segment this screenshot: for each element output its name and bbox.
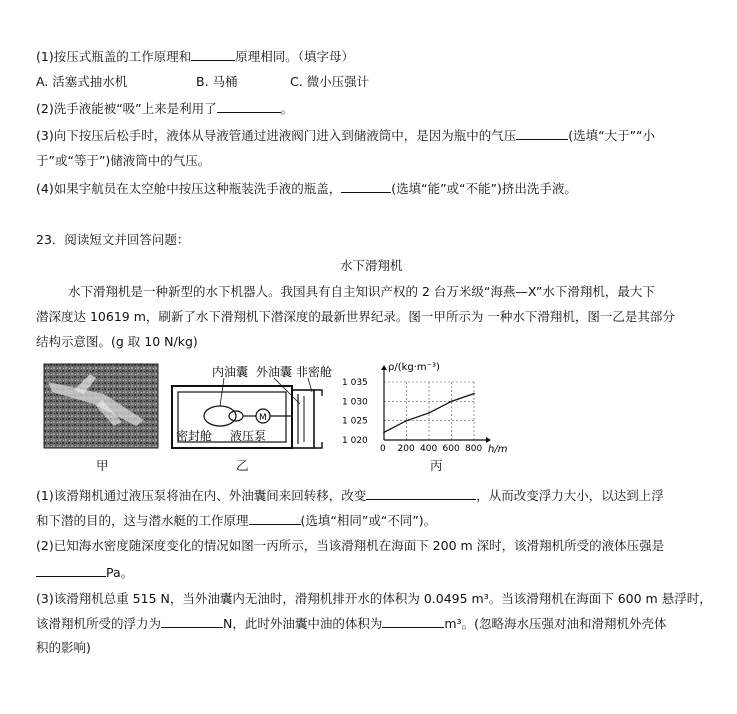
q22-p4-text-b: (选填“能”或“不能”)挤出洗手液。 bbox=[391, 181, 577, 196]
glider-structure-diagram bbox=[168, 364, 333, 452]
q23-part3-cont bbox=[36, 615, 666, 632]
answer-blank[interactable] bbox=[161, 615, 223, 628]
q22-part4 bbox=[36, 180, 577, 197]
answer-blank[interactable] bbox=[516, 127, 568, 140]
answer-blank[interactable] bbox=[217, 100, 281, 113]
label-sealed-cabin: 密封舱 bbox=[176, 429, 213, 443]
data-point bbox=[406, 420, 408, 422]
x-axis-arrow bbox=[486, 437, 491, 443]
q22-part3 bbox=[36, 127, 655, 144]
answer-blank[interactable] bbox=[382, 615, 444, 628]
q22-p2-end: 。 bbox=[280, 101, 294, 116]
figure-label-yi: 乙 bbox=[236, 458, 249, 473]
answer-blank[interactable] bbox=[36, 564, 106, 577]
q23-q3-text-b: 该滑翔机所受的浮力为 bbox=[36, 616, 162, 631]
data-point bbox=[473, 393, 475, 395]
y-axis-label: ρ/(kg·m⁻³) bbox=[388, 362, 440, 373]
q23-heading: 23．阅读短文并回答问题： bbox=[36, 232, 190, 247]
figure-label-jia: 甲 bbox=[96, 458, 109, 473]
x-tick-label: 600 bbox=[442, 444, 460, 454]
answer-blank[interactable] bbox=[366, 487, 476, 500]
q23-q1-text-b: ，从而改变浮力大小，以达到上浮 bbox=[476, 488, 664, 503]
q22-option-c bbox=[290, 74, 369, 90]
answer-blank[interactable] bbox=[191, 48, 235, 61]
q22-p1-text-end: 原理相同。（填字母） bbox=[235, 49, 354, 64]
q23-q1-text: (1)该滑翔机通过液压泵将油在内、外油囊间来回转移，改变 bbox=[36, 488, 367, 503]
q22-p3-text: (3)向下按压后松手时，液体从导液管通过进液阀门进入到储液筒中，是因为瓶中的气压 bbox=[36, 128, 517, 143]
q22-part2 bbox=[36, 100, 293, 117]
q23-part2-cont bbox=[36, 564, 133, 581]
glider-photo bbox=[44, 364, 158, 448]
q22-part3-cont bbox=[36, 153, 210, 169]
x-tick-label: 800 bbox=[465, 444, 483, 454]
label-inner-bladder: 内油囊 bbox=[212, 365, 249, 379]
data-point bbox=[428, 412, 430, 414]
q23-part3-end: 积的影响) bbox=[36, 640, 91, 655]
q22-options bbox=[36, 74, 127, 90]
q22-part1 bbox=[36, 48, 354, 65]
q23-q1-text-d: (选填“相同”或“不同”)。 bbox=[300, 513, 437, 528]
answer-blank[interactable] bbox=[341, 180, 391, 193]
q23-part1 bbox=[36, 487, 664, 504]
q23-part1-cont bbox=[36, 512, 436, 529]
x-tick-label: 200 bbox=[397, 444, 415, 454]
label-non-sealed-cabin: 非密舱 bbox=[296, 365, 333, 379]
q23-part2: (2)已知海水密度随深度变化的情况如图一丙所示，当该滑翔机在海面下 200 m 深时，该滑翔机所受的液体压强是 bbox=[36, 538, 665, 553]
label-outer-bladder: 外油囊 bbox=[256, 365, 293, 379]
x-tick-label: 400 bbox=[420, 444, 438, 454]
option-b: B. 马桶 bbox=[196, 74, 238, 89]
option-c: C. 微小压强计 bbox=[290, 74, 370, 89]
passage-line-3: 结构示意图。(g 取 10 N/kg) bbox=[36, 334, 198, 349]
density-depth-chart bbox=[340, 360, 520, 456]
q22-option-b bbox=[196, 74, 238, 90]
y-axis-arrow bbox=[381, 365, 387, 370]
data-point bbox=[383, 431, 385, 433]
q23-q3-text-d: m³。(忽略海水压强对油和滑翔机外壳体 bbox=[444, 616, 667, 631]
figure-label-bing: 丙 bbox=[430, 458, 443, 473]
q22-p1-text: (1)按压式瓶盖的工作原理和 bbox=[36, 49, 192, 64]
q22-p3-text-c: 于”或“等于”)储液筒中的气压。 bbox=[36, 153, 211, 168]
x-axis-label: h/m bbox=[488, 444, 508, 455]
q23-q2-unit: Pa。 bbox=[106, 565, 134, 580]
data-point bbox=[451, 401, 453, 403]
passage-line-1: 水下滑翔机是一种新型的水下机器人。我国具有自主知识产权的 2 台万米级“海燕—X”水下滑翔机，最大下 bbox=[68, 284, 655, 299]
q23-q3-text-c: N，此时外油囊中油的体积为 bbox=[223, 616, 383, 631]
y-tick-label: 1 025 bbox=[342, 416, 368, 427]
y-tick-label: 1 030 bbox=[342, 397, 368, 408]
q22-p3-text-b: (选填“大于”“小 bbox=[568, 128, 656, 143]
passage-title: 水下滑翔机 bbox=[340, 258, 403, 273]
label-hydraulic-pump: 液压泵 bbox=[230, 429, 267, 443]
q22-p4-text: (4)如果宇航员在太空舱中按压这种瓶装洗手液的瓶盖， bbox=[36, 181, 342, 196]
option-a: A. 活塞式抽水机 bbox=[36, 74, 128, 89]
motor-label: M bbox=[259, 413, 267, 423]
q23-q1-text-c: 和下潜的目的，这与潜水艇的工作原理 bbox=[36, 513, 249, 528]
answer-blank[interactable] bbox=[249, 512, 301, 525]
passage-line-2: 潜深度达 10619 m，刷新了水下滑翔机下潜深度的最新世界纪录。图一甲所示为 一种水下滑翔机，图一乙是其部分 bbox=[36, 309, 675, 324]
x-tick-label: 0 bbox=[380, 444, 386, 454]
y-tick-label: 1 020 bbox=[342, 436, 368, 446]
y-tick-label: 1 035 bbox=[342, 378, 368, 388]
q23-part3: (3)该滑翔机总重 515 N，当外油囊内无油时，滑翔机排开水的体积为 0.0495 m³。当该滑翔机在海面下 600 m 悬浮时， bbox=[36, 591, 712, 606]
q22-p2-text: (2)洗手液能被“吸”上来是利用了 bbox=[36, 101, 217, 116]
